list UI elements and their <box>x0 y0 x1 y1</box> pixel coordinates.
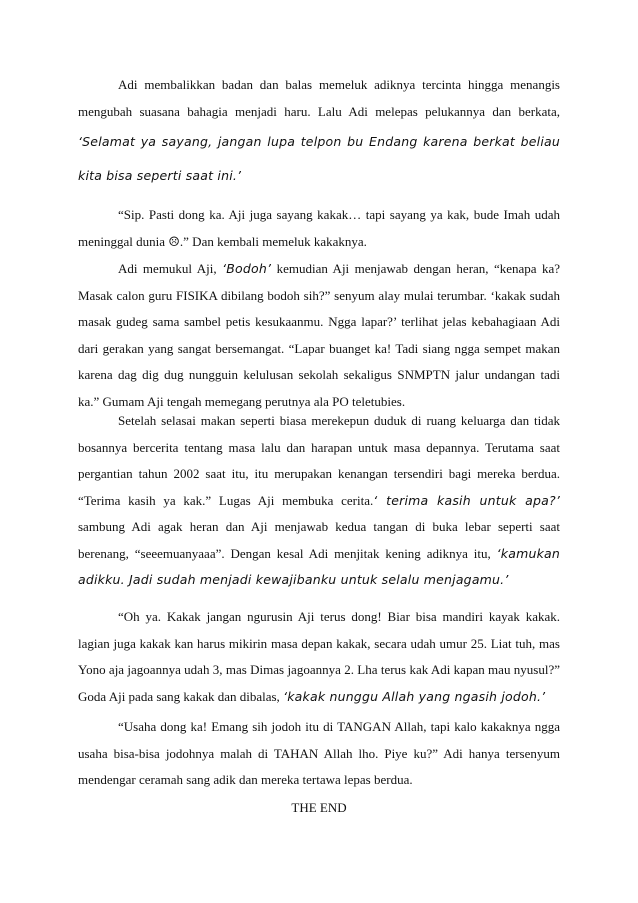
paragraph-1-text: Adi membalikkan badan dan balas memeluk adiknya tercinta hingga menangis mengubah suasana bahagia menjadi haru. Lalu Adi melepas pelukannya dan berkata, <box>78 77 560 119</box>
paragraph-3 <box>78 256 560 415</box>
paragraph-3-text: kemudian Aji menjawab dengan heran, “kenapa ka? Masak calon guru FISIKA dibilang bodoh sih?” senyum alay mulai terumbar. ‘kakak sudah masak gudeg sama sambel petis kesukaanmu. Ngga lapar?’ terlihat jelas kebahagiaan Adi dari gerakan yang sangat bersemangat. “Lapar buanget ka! Tadi siang ngga sempet makan karena dag dig dug nungguin kelulusan sekolah sekaligus SNMPTN jalur undangan tadi ka.” Gumam Aji tengah memegang perutnya ala PO teletubies. <box>78 261 561 409</box>
paragraph-4-text-2: sambung Adi agak heran dan Aji menjawab kedua tangan di buka lebar seperti saat berenang, “seeemuanyaaa”. Dengan kesal Adi menjitak kening adiknya itu, <box>78 519 560 561</box>
paragraph-2 <box>78 202 560 255</box>
paragraph-5 <box>78 604 560 710</box>
the-end-label: THE END <box>291 800 347 815</box>
paragraph-4-text: Setelah selasai makan seperti biasa merekepun duduk di ruang keluarga dan tidak bosannya bercerita tentang masa lalu dan harapan untuk masa depannya. Terutama saat pergantian tahun 2002 saat itu, itu merupakan kenangan tersendiri bagi mereka berdua. “Terima kasih ya kak.” Lugas Aji membuka cerita. <box>78 413 560 508</box>
paragraph-2-text: “Sip. Pasti dong ka. Aji juga sayang kakak… tapi sayang ya kak, bude Imah udah meninggal dunia ☹.” Dan kembali memeluk kakaknya. <box>78 207 560 249</box>
paragraph-1 <box>78 72 560 193</box>
handwritten-quote-terima-kasih: ‘ terima kasih untuk apa?’ <box>373 492 560 508</box>
paragraph-5-text: “Oh ya. Kakak jangan ngurusin Aji terus dong! Biar bisa mandiri kayak kakak. lagian juga kakak kan harus mikirin masa depan kakak, secara udah umur 25. Liat tuh, mas Yono aja jagoannya udah 3, mas Dimas jagoannya 2. Lha terus kak Adi kapan mau nyusul?” Goda Aji pada sang kakak dan dibalas, <box>78 609 560 704</box>
handwritten-quote-kamukan-adikku: ‘kamukan adikku. Jadi sudah menjadi kewajibanku untuk selalu menjagamu.’ <box>78 545 560 587</box>
paragraph-6-text: “Usaha dong ka! Emang sih jodoh itu di TANGAN Allah, tapi kalo kakaknya ngga usaha bisa-bisa jodohnya malah di TAHAN Allah lho. Piye ku?” Adi hanya tersenyum mendengar ceramah sang adik dan mereka tertawa lepas berdua. <box>78 719 560 787</box>
handwritten-quote-bodoh: ‘Bodoh’ <box>222 261 272 276</box>
paragraph-6 <box>78 714 560 794</box>
handwritten-quote-jodoh: ‘kakak nunggu Allah yang ngasih jodoh.’ <box>283 688 546 704</box>
handwritten-quote-1: ‘Selamat ya sayang, jangan lupa telpon bu Endang karena berkat beliau kita bisa seperti saat ini.’ <box>78 134 560 183</box>
paragraph-3-lead: Adi memukul Aji, <box>118 261 217 276</box>
paragraph-4 <box>78 408 560 594</box>
